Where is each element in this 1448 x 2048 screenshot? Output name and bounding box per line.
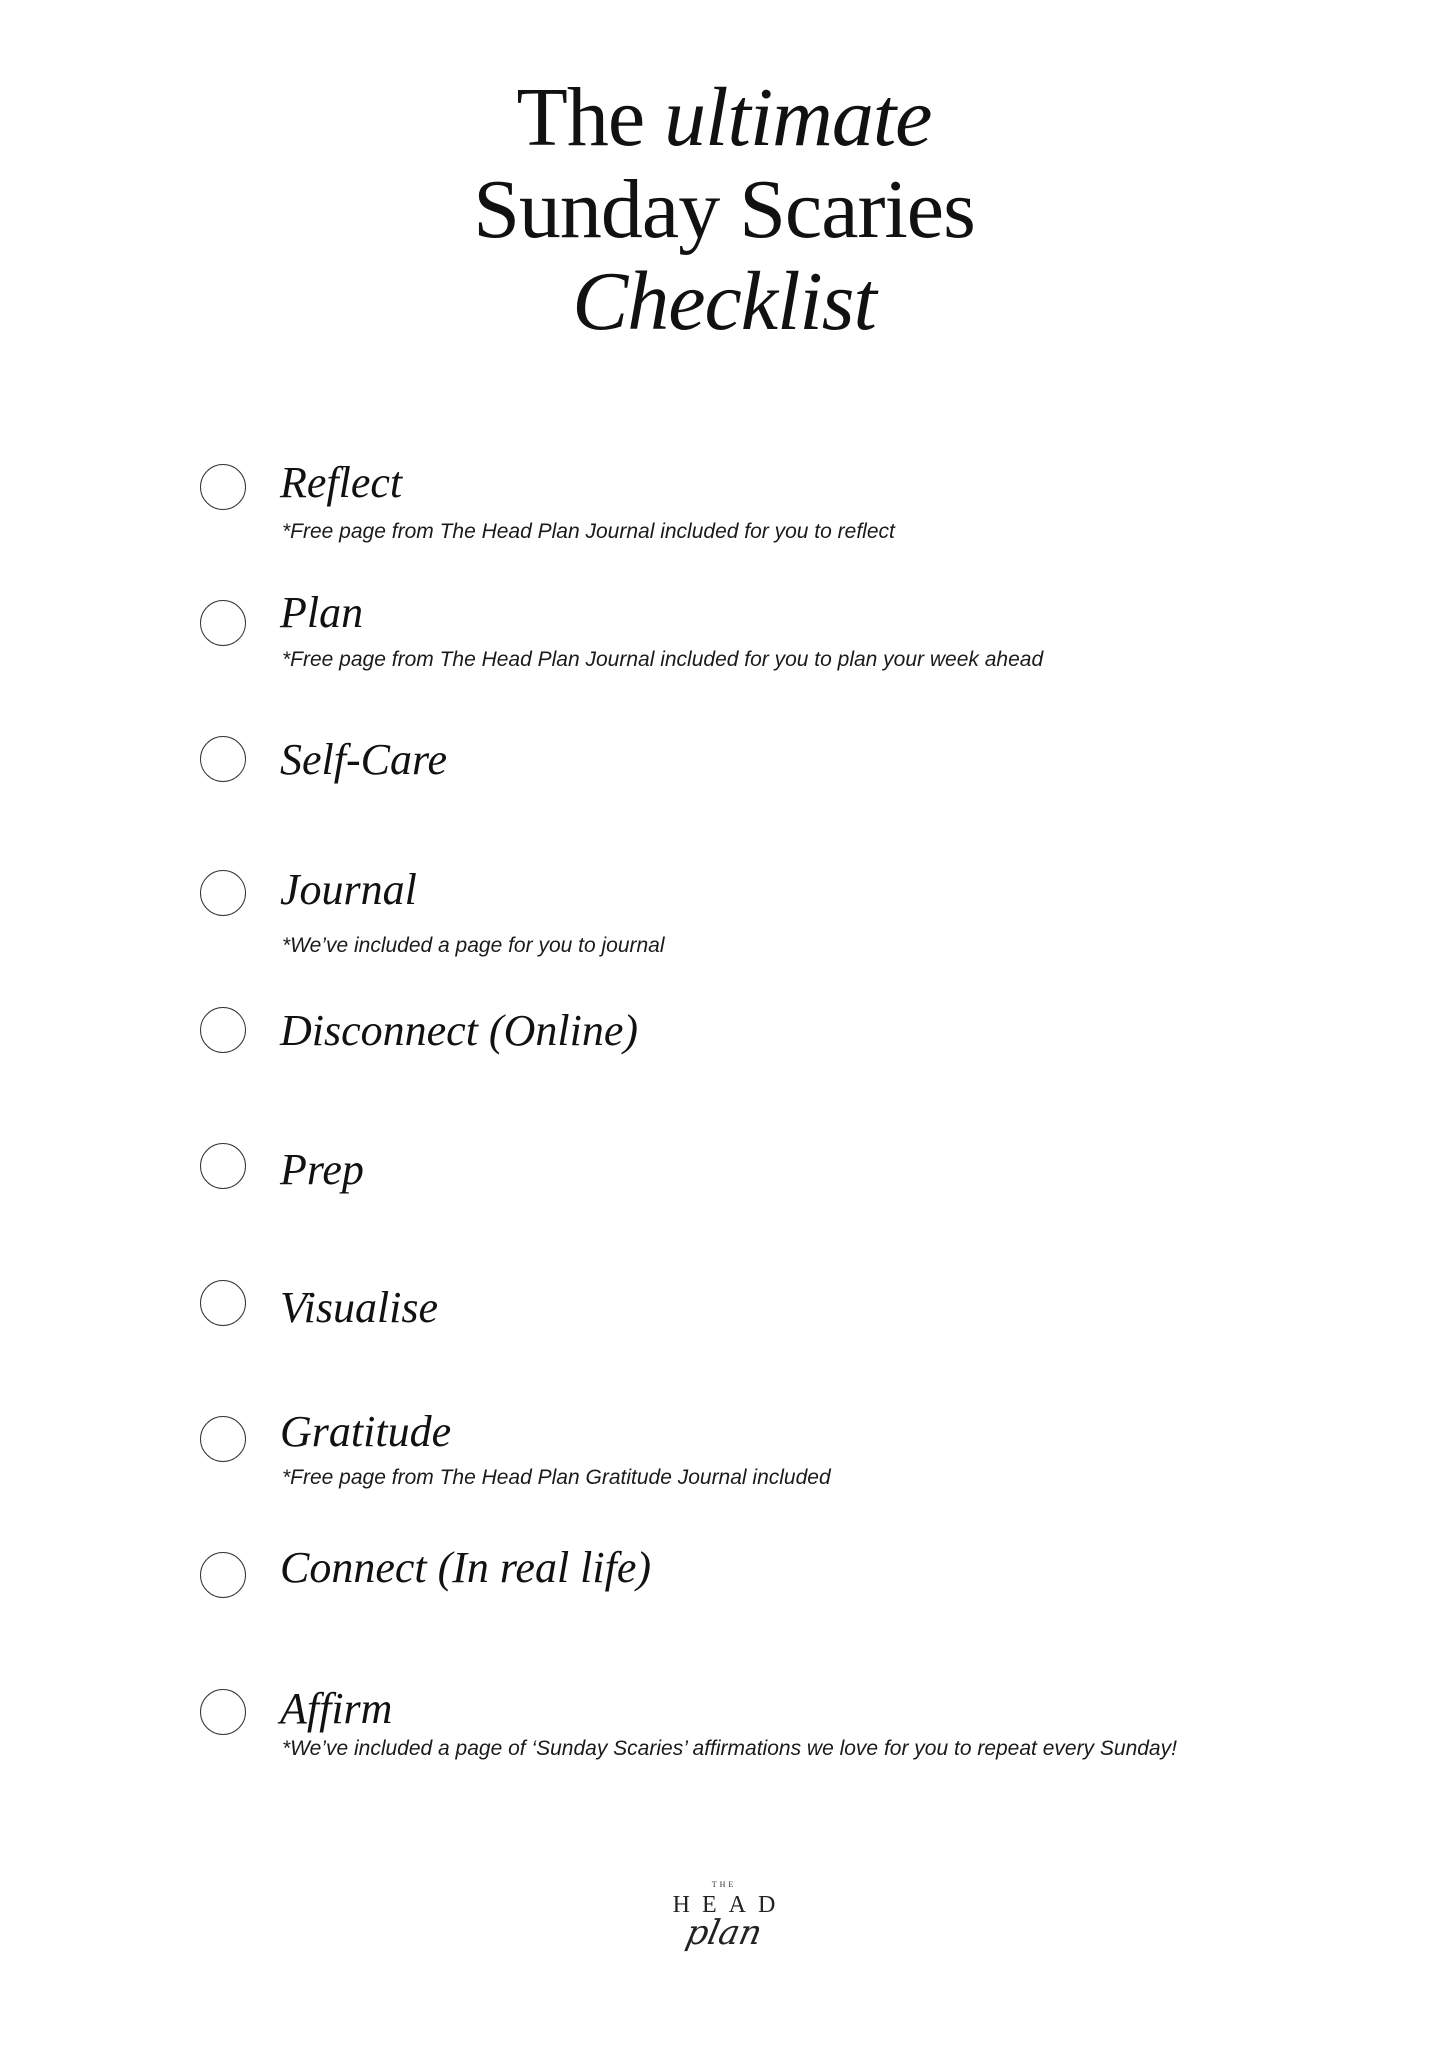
item-label-affirm: Affirm	[280, 1684, 393, 1733]
logo-the: THE	[711, 1880, 737, 1889]
item-note-affirm: *We’ve included a page of ‘Sunday Scaries’ affirmations we love for you to repeat every Sunday!	[282, 1737, 1177, 1760]
title-line-3	[0, 256, 1448, 348]
brand-logo	[624, 1880, 824, 1980]
title-the: The	[516, 71, 645, 164]
title-line-2: Sunday Scaries	[473, 163, 975, 256]
checkbox-disconnect[interactable]	[200, 1007, 246, 1053]
item-label-self-care: Self-Care	[280, 735, 447, 784]
checkbox-self-care[interactable]	[200, 736, 246, 782]
item-label-visualise: Visualise	[280, 1283, 439, 1332]
checkbox-visualise[interactable]	[200, 1280, 246, 1326]
checkbox-prep[interactable]	[200, 1143, 246, 1189]
page-title	[0, 72, 1448, 348]
title-checklist: Checklist	[572, 255, 876, 348]
item-note-gratitude: *Free page from The Head Plan Gratitude Journal included	[282, 1466, 831, 1489]
item-note-reflect: *Free page from The Head Plan Journal included for you to reflect	[282, 520, 895, 543]
item-label-connect: Connect (In real life)	[280, 1543, 652, 1592]
title-line-1	[0, 72, 1448, 164]
item-label-disconnect: Disconnect (Online)	[280, 1006, 638, 1055]
item-note-journal: *We’ve included a page for you to journal	[282, 934, 665, 957]
checkbox-journal[interactable]	[200, 870, 246, 916]
logo-head: HEAD	[672, 1892, 788, 1918]
checkbox-connect[interactable]	[200, 1552, 246, 1598]
checkbox-reflect[interactable]	[200, 464, 246, 510]
checkbox-plan[interactable]	[200, 600, 246, 646]
title-ultimate: ultimate	[664, 71, 932, 164]
item-note-plan: *Free page from The Head Plan Journal included for you to plan your week ahead	[282, 648, 1044, 671]
logo-plan: plan	[682, 1913, 766, 1953]
item-label-journal: Journal	[280, 865, 417, 914]
item-label-gratitude: Gratitude	[280, 1407, 452, 1456]
item-label-plan: Plan	[280, 588, 364, 637]
item-label-reflect: Reflect	[280, 458, 403, 507]
checkbox-affirm[interactable]	[200, 1689, 246, 1735]
item-label-prep: Prep	[280, 1145, 364, 1194]
checkbox-gratitude[interactable]	[200, 1416, 246, 1462]
